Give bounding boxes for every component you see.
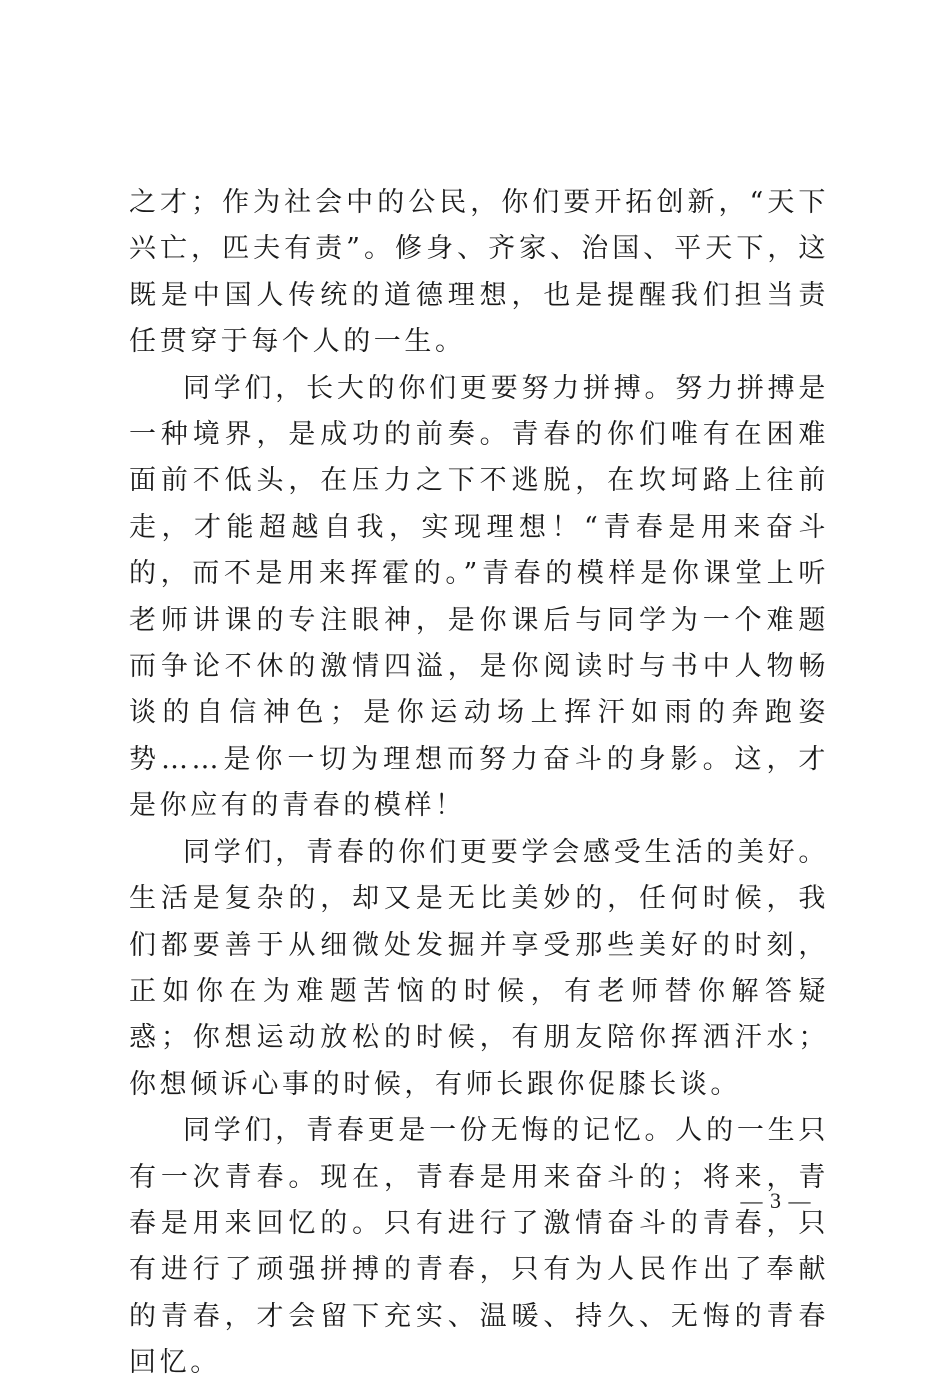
paragraph-striving: 同学们，长大的你们更要努力拼搏。努力拼搏是一种境界，是成功的前奏。青春的你们唯有在困难面前不低头，在压力之下不逃脱，在坎坷路上往前走，才能超越自我，实现理想！“青春是用来奋斗的，而不是用来挥霍的。”青春的模样是你课堂上听老师讲课的专注眼神，是你课后与同学为一个难题而争论不休的激情四溢，是你阅读时与书中人物畅谈的自信神色；是你运动场上挥汗如雨的奔跑姿势……是你一切为理想而努力奋斗的身影。这，才是你应有的青春的模样！ <box>129 372 829 822</box>
paragraph-youth-memory: 同学们，青春更是一份无悔的记忆。人的一生只有一次青春。现在，青春是用来奋斗的；将来，青春是用来回忆的。只有进行了激情奋斗的青春，只有进行了顽强拼搏的青春，只有为人民作出了奉献的青春，才会留下充实、温暖、持久、无悔的青春回忆。 <box>129 1115 829 1379</box>
page-number: — 3 — <box>740 1188 812 1213</box>
paragraph-beauty-of-life: 同学们，青春的你们更要学会感受生活的美好。生活是复杂的，却又是无比美妙的，任何时候，我们都要善于从细微处发掘并享受那些美好的时刻，正如你在为难题苦恼的时候，有老师替你解答疑惑；你想运动放松的时候，有朋友陪你挥洒汗水；你想倾诉心事的时候，有师长跟你促膝长谈。 <box>129 836 829 1100</box>
paragraph-continued: 之才；作为社会中的公民，你们要开拓创新，“天下兴亡，匹夫有责”。修身、齐家、治国、平天下，这既是中国人传统的道德理想，也是提醒我们担当责任贯穿于每个人的一生。 <box>129 187 829 358</box>
body-text <box>129 180 829 1387</box>
